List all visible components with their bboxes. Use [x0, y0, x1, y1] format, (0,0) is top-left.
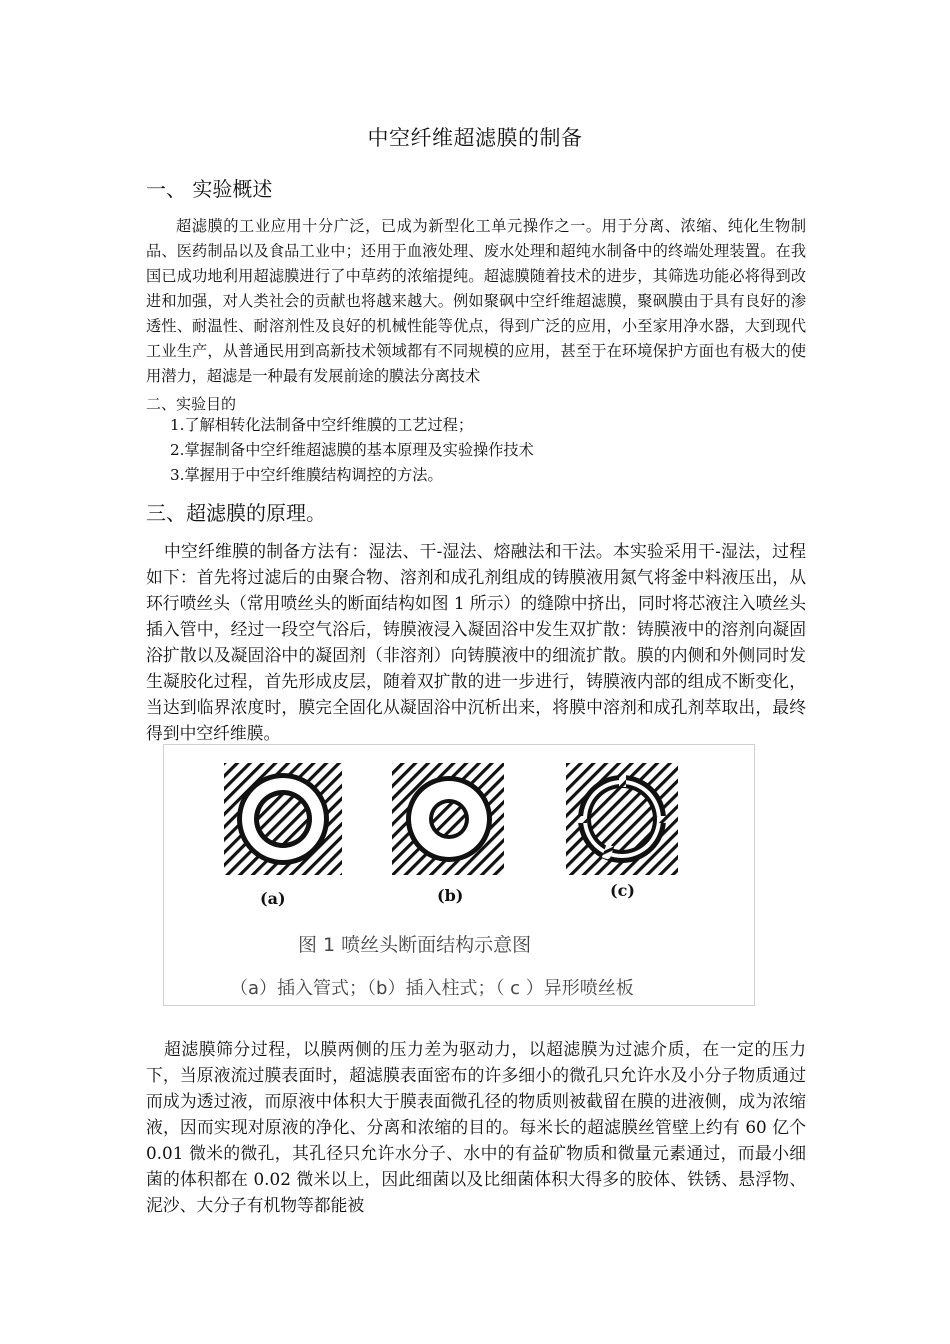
filtration-paragraph: 超滤膜筛分过程，以膜两侧的压力差为驱动力，以超滤膜为过滤介质，在一定的压力下，当原液流过膜表面时，超滤膜表面密布的许多细小的微孔只允许水及小分子物质通过而成为透过液，而原液中体积大于膜表面微孔径的物质则被截留在膜的进液侧，成为浓缩液，因而实现对原液的净化、分离和浓缩的目的。每米长的超滤膜丝管壁上约有 60 亿个 0.01 微米的微孔，其孔径只允许水分子、水中的有益矿物质和微量元素通过，而最小细菌的体积都在 0.02 微米以上，因此细菌以及比细菌体积大得多的胶体、铁锈、悬浮物、泥沙、大分子有机物等都能被: [146, 1039, 806, 1215]
spinneret-figure: [163, 744, 755, 1006]
spinneret-b-diagram: [392, 763, 504, 875]
figure-label-c: (c): [610, 881, 635, 900]
spinneret-c-diagram: [566, 763, 678, 875]
list-item: 3.掌握用于中空纤维膜结构调控的方法。: [170, 466, 443, 484]
principle-paragraph: 中空纤维膜的制备方法有：湿法、干-湿法、熔融法和干法。本实验采用干-湿法，过程如下：首先将过滤后的由聚合物、溶剂和成孔剂组成的铸膜液用氮气将釜中料液压出，从环行喷丝头（常用喷丝头的断面结构如图 1 所示）的缝隙中挤出，同时将芯液注入喷丝头插入管中，经过一段空气浴后，铸膜液浸入凝固浴中发生双扩散：铸膜液中的溶剂向凝固浴扩散以及凝固浴中的凝固剂（非溶剂）向铸膜液中的细流扩散。膜的内侧和外侧同时发生凝胶化过程，首先形成皮层，随着双扩散的进一步进行，铸膜液内部的组成不断变化，当达到临界浓度时，膜完全固化从凝固浴中沉析出来，将膜中溶剂和成孔剂萃取出，最终得到中空纤维膜。: [146, 541, 806, 743]
spinneret-a-diagram: [224, 763, 342, 875]
figure-caption-subtitle: （a）插入管式；（b）插入柱式；（ c ）异形喷丝板: [230, 978, 634, 999]
intro-paragraph: 超滤膜的工业应用十分广泛，已成为新型化工单元操作之一。用于分离、浓缩、纯化生物制品、医药制品以及食品工业中；还用于血液处理、废水处理和超纯水制备中的终端处理装置。在我国已成功地利用超滤膜进行了中草药的浓缩提纯。超滤膜随着技术的进步，其筛选功能必将得到改进和加强，对人类社会的贡献也将越来越大。例如聚砜中空纤维超滤膜，聚砜膜由于具有良好的渗透性、耐温性、耐溶剂性及良好的机械性能等优点，得到广泛的应用，小至家用净水器，大到现代工业生产，从普通民用到高新技术领域都有不同规模的应用，甚至于在环境保护方面也有极大的使用潜力，超滤是一种最有发展前途的膜法分离技术: [146, 217, 806, 385]
figure-caption-title: 图 1 喷丝头断面结构示意图: [298, 934, 532, 956]
figure-label-a: (a): [260, 889, 286, 908]
figure-label-b: (b): [437, 886, 464, 905]
section-heading-overview: 一、 实验概述: [146, 177, 273, 201]
section-heading-principle: 三、超滤膜的原理。: [146, 501, 326, 525]
section-heading-purpose: 二、实验目的: [146, 395, 237, 413]
list-item: 2.掌握制备中空纤维超滤膜的基本原理及实验操作技术: [170, 441, 534, 459]
page-title: 中空纤维超滤膜的制备: [367, 126, 583, 150]
spinneret-diagram: [164, 745, 756, 1007]
purpose-list: [170, 413, 534, 488]
list-item: 1.了解相转化法制备中空纤维膜的工艺过程；: [170, 416, 474, 434]
